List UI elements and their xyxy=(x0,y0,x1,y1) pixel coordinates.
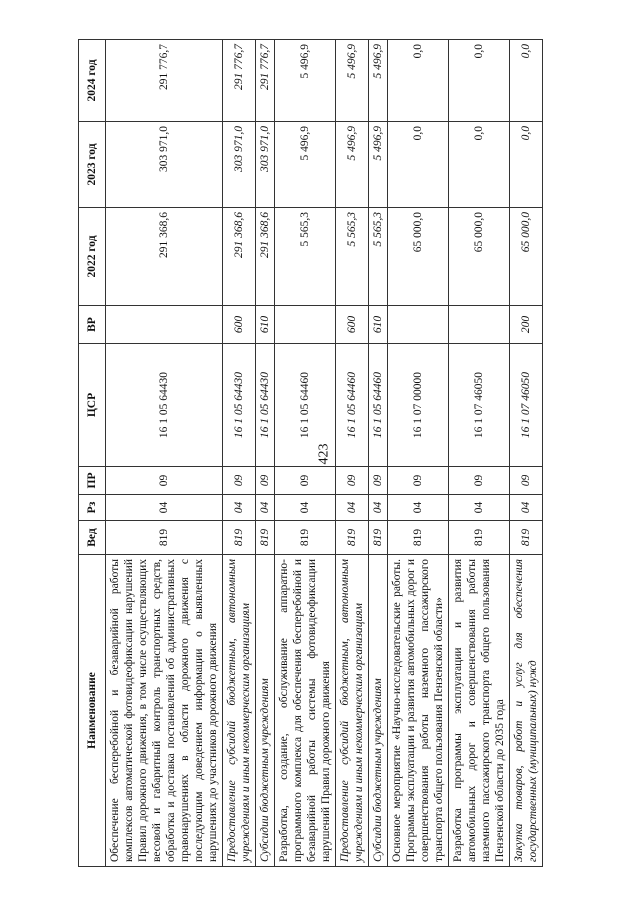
row-vr-cell xyxy=(449,306,510,344)
row-pr-cell: 09 xyxy=(388,467,449,495)
row-2024-cell: 291 776,7 xyxy=(223,40,256,122)
row-pr-cell: 09 xyxy=(449,467,510,495)
row-vr-cell: 610 xyxy=(369,306,388,344)
row-name-cell: Предоставление субсидий бюджетным, автономным учреждениям и иным некоммерческим организациям xyxy=(336,555,369,867)
row-name-cell: Основное мероприятие «Научно-исследовательские работы. Программы эксплуатации и развития автомобильных дорог и совершенствования работы наземного пассажирского транспорта общего пользования Пензенской области» xyxy=(388,555,449,867)
row-2023-cell: 5 496,9 xyxy=(336,122,369,208)
page-number: 423 xyxy=(316,443,332,465)
row-2022-cell: 5 565,3 xyxy=(275,208,336,306)
row-csr-cell: 16 1 05 64430 xyxy=(106,344,223,467)
table-row xyxy=(275,40,336,867)
row-ved-cell: 819 xyxy=(106,521,223,555)
header-rz: Рз xyxy=(79,495,106,521)
table-row xyxy=(256,40,275,867)
row-ved-cell: 819 xyxy=(223,521,256,555)
row-2024-cell: 0,0 xyxy=(449,40,510,122)
row-ved-cell: 819 xyxy=(449,521,510,555)
row-2022-cell: 65 000,0 xyxy=(388,208,449,306)
row-name-cell: Предоставление субсидий бюджетным, автономным учреждениям и иным некоммерческим организациям xyxy=(223,555,256,867)
row-pr-cell: 09 xyxy=(369,467,388,495)
header-2023: 2023 год xyxy=(79,122,106,208)
table-row xyxy=(510,40,543,867)
row-vr-cell xyxy=(275,306,336,344)
rotated-page-area xyxy=(78,40,593,867)
row-2022-cell: 5 565,3 xyxy=(336,208,369,306)
row-name-cell: Разработка, создание, обслуживание аппаратно-программного комплекса для обеспечения бесперебойной и безаварийной работы системы фотовидеофиксации нарушений Правил дорожного движения xyxy=(275,555,336,867)
header-name: Наименование xyxy=(79,555,106,867)
row-2024-cell: 5 496,9 xyxy=(336,40,369,122)
header-ved: Вед xyxy=(79,521,106,555)
row-name-cell: Разработка программы эксплуатации и развития автомобильных дорог и совершенствования работы наземного пассажирского транспорта общего пользования Пензенской области до 2035 года xyxy=(449,555,510,867)
header-2022: 2022 год xyxy=(79,208,106,306)
row-2022-cell: 65 000,0 xyxy=(510,208,543,306)
row-ved-cell: 819 xyxy=(510,521,543,555)
row-pr-cell: 09 xyxy=(275,467,336,495)
row-2023-cell: 0,0 xyxy=(388,122,449,208)
row-ved-cell: 819 xyxy=(336,521,369,555)
table-row xyxy=(336,40,369,867)
header-csr: ЦСР xyxy=(79,344,106,467)
table-row xyxy=(449,40,510,867)
row-2022-cell: 291 368,6 xyxy=(223,208,256,306)
row-ved-cell: 819 xyxy=(369,521,388,555)
table-row xyxy=(106,40,223,867)
row-csr-cell: 16 1 05 64460 xyxy=(336,344,369,467)
row-csr-cell: 16 1 07 00000 xyxy=(388,344,449,467)
row-vr-cell xyxy=(388,306,449,344)
row-rz-cell: 04 xyxy=(336,495,369,521)
row-2023-cell: 5 496,9 xyxy=(369,122,388,208)
row-ved-cell: 819 xyxy=(388,521,449,555)
row-2023-cell: 303 971,0 xyxy=(256,122,275,208)
row-csr-cell: 16 1 05 64460 xyxy=(369,344,388,467)
row-2023-cell: 5 496,9 xyxy=(275,122,336,208)
row-vr-cell: 610 xyxy=(256,306,275,344)
row-2024-cell: 291 776,7 xyxy=(106,40,223,122)
row-ved-cell: 819 xyxy=(256,521,275,555)
row-rz-cell: 04 xyxy=(106,495,223,521)
row-pr-cell: 09 xyxy=(336,467,369,495)
row-csr-cell: 16 1 07 46050 xyxy=(449,344,510,467)
row-vr-cell xyxy=(106,306,223,344)
header-2024: 2024 год xyxy=(79,40,106,122)
row-2022-cell: 291 368,6 xyxy=(106,208,223,306)
header-vr: ВР xyxy=(79,306,106,344)
row-2022-cell: 5 565,3 xyxy=(369,208,388,306)
row-2024-cell: 0,0 xyxy=(510,40,543,122)
row-csr-cell: 16 1 05 64430 xyxy=(256,344,275,467)
row-rz-cell: 04 xyxy=(275,495,336,521)
row-ved-cell: 819 xyxy=(275,521,336,555)
row-2024-cell: 291 776,7 xyxy=(256,40,275,122)
row-rz-cell: 04 xyxy=(223,495,256,521)
row-2022-cell: 291 368,6 xyxy=(256,208,275,306)
row-2024-cell: 5 496,9 xyxy=(275,40,336,122)
row-2023-cell: 0,0 xyxy=(449,122,510,208)
table-body xyxy=(106,40,543,867)
table-row xyxy=(388,40,449,867)
table-row xyxy=(369,40,388,867)
row-csr-cell: 16 1 05 64430 xyxy=(223,344,256,467)
table-header-row xyxy=(79,40,106,867)
row-vr-cell: 600 xyxy=(336,306,369,344)
row-vr-cell: 200 xyxy=(510,306,543,344)
row-2024-cell: 0,0 xyxy=(388,40,449,122)
header-pr: ПР xyxy=(79,467,106,495)
row-name-cell: Субсидии бюджетным учреждениям xyxy=(369,555,388,867)
row-rz-cell: 04 xyxy=(510,495,543,521)
row-2024-cell: 5 496,9 xyxy=(369,40,388,122)
row-rz-cell: 04 xyxy=(388,495,449,521)
row-rz-cell: 04 xyxy=(449,495,510,521)
row-2023-cell: 303 971,0 xyxy=(106,122,223,208)
row-pr-cell: 09 xyxy=(223,467,256,495)
row-2022-cell: 65 000,0 xyxy=(449,208,510,306)
row-2023-cell: 303 971,0 xyxy=(223,122,256,208)
row-rz-cell: 04 xyxy=(369,495,388,521)
row-vr-cell: 600 xyxy=(223,306,256,344)
row-2023-cell: 0,0 xyxy=(510,122,543,208)
row-csr-cell: 16 1 07 46050 xyxy=(510,344,543,467)
budget-table xyxy=(78,39,543,867)
row-name-cell: Обеспечение бесперебойной и безаварийной работы комплексов автоматической фотовидеофиксации нарушений Правил дорожного движения, в том числе осуществляющих весовой и габаритный контроль транспортных средств, обработка и доставка постановлений об административных правонарушениях в области дорожного движения с последующим доведением информации о выявленных нарушениях до участников дорожного движения xyxy=(106,555,223,867)
row-name-cell: Закупка товаров, работ и услуг для обеспечения государственных (муниципальных) нужд xyxy=(510,555,543,867)
row-pr-cell: 09 xyxy=(510,467,543,495)
row-pr-cell: 09 xyxy=(106,467,223,495)
rotated-table-wrapper xyxy=(78,40,593,867)
table-row xyxy=(223,40,256,867)
row-csr-cell: 16 1 05 64460 xyxy=(275,344,336,467)
row-name-cell: Субсидии бюджетным учреждениям xyxy=(256,555,275,867)
row-pr-cell: 09 xyxy=(256,467,275,495)
row-rz-cell: 04 xyxy=(256,495,275,521)
